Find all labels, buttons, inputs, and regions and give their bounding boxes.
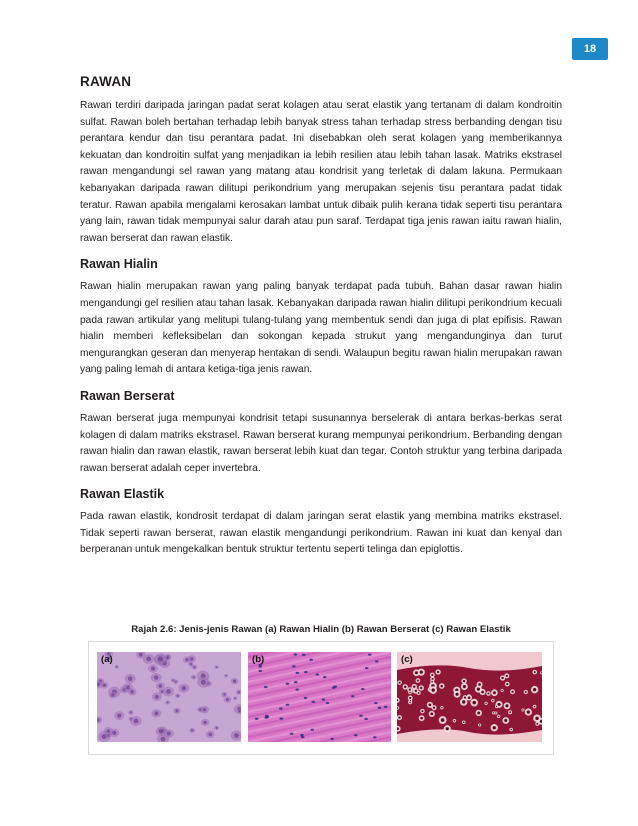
chondrocyte-mark — [437, 671, 439, 673]
chondrocyte-mark — [431, 681, 433, 683]
chondrocyte-mark — [128, 676, 132, 680]
nucleus-mark — [304, 697, 308, 699]
section-text-hialin: Rawan hialin merupakan rawan yang paling banyak terdapat pada tubuh. Bahan dasar rawan hialin mengandungi gel resilien atau tahan lasak. Kebanyakan daripada rawan hialin dilitupi perikondrium kecuali pada rawan artikular yang melitupi tulang-tulang yang membentuk sendi dan juga di plat epifisis. Rawan hialin memberi kefleksibelan dan sokongan kepada strukut yang mengandunginya dan turut mengurangkan geseran dan menyerap hentakan di sendi. Walaupun begitu rawan hialin merupakan rawan yang paling lemah di antara ketiga-tiga jenis rawan. — [80, 281, 562, 376]
chondrocyte-mark — [182, 686, 186, 690]
nucleus-mark — [292, 665, 296, 667]
chondrocyte-mark — [409, 697, 411, 699]
chondrocyte-mark — [409, 689, 411, 691]
chondrocyte-mark — [495, 712, 496, 713]
chondrocyte-mark — [139, 653, 143, 657]
chondrocyte-mark — [492, 700, 494, 702]
chondrocyte-mark — [536, 723, 538, 725]
page-number-badge: 18 — [572, 38, 608, 60]
nucleus-mark — [311, 729, 315, 731]
chondrocyte-mark — [533, 688, 536, 691]
panel-label-a: (a) — [101, 654, 113, 665]
elastic-cartilage-image — [397, 652, 542, 742]
nucleus-mark — [296, 672, 300, 674]
chondrocyte-mark — [158, 656, 163, 661]
chondrocyte-mark — [501, 677, 503, 679]
chondrocyte-mark — [159, 684, 163, 688]
chondrocyte-mark — [431, 674, 433, 676]
chondrocyte-mark — [534, 706, 536, 708]
chondrocyte-mark — [418, 692, 420, 694]
chondrocyte-mark — [431, 688, 434, 691]
chondrocyte-mark — [172, 680, 174, 682]
chondrocyte-mark — [177, 695, 179, 697]
chondrocyte-mark — [441, 718, 445, 722]
nucleus-mark — [333, 685, 337, 687]
chondrocyte-mark — [193, 676, 195, 678]
chondrocyte-mark — [201, 680, 206, 685]
chondrocyte-mark — [159, 729, 163, 733]
chondrocyte-mark — [510, 729, 512, 731]
nucleus-mark — [368, 654, 372, 656]
nucleus-mark — [301, 736, 305, 738]
chondrocyte-mark — [417, 679, 419, 681]
chondrocyte-mark — [420, 671, 423, 674]
chondrocyte-mark — [225, 675, 227, 677]
nucleus-mark — [279, 717, 283, 719]
chondrocyte-mark — [421, 710, 423, 712]
chondrocyte-mark — [161, 737, 166, 742]
chondrocyte-mark — [478, 683, 481, 686]
chondrocyte-mark — [413, 685, 415, 687]
chondrocyte-mark — [463, 721, 465, 723]
chondrocyte-mark — [154, 711, 158, 715]
chondrocyte-mark — [161, 690, 164, 693]
fibrocartilage-image — [248, 652, 391, 742]
chondrocyte-mark — [185, 658, 188, 661]
document-body — [80, 74, 562, 565]
chondrocyte-mark — [223, 693, 225, 695]
hyaline-micrograph — [97, 652, 241, 742]
nucleus-mark — [302, 654, 306, 656]
nucleus-mark — [264, 686, 268, 688]
nucleus-mark — [259, 670, 263, 672]
section-text-berserat: Rawan berserat juga mempunyai kondrisit tetapi susunannya berselerak di antara berkas-berkas serat kolagen di dalam matriks ekstrasel. Rawan berserat kurang mempunyai perikondrium. Berbanding dengan rawan hialin dan rawan elastik, rawan berserat lebih kuat dan tegar. Contoh struktur yang terbina daripada rawan berserat adalah ceper invertebra. — [80, 412, 562, 474]
chondrocyte-mark — [534, 671, 536, 673]
chondrocyte-mark — [506, 675, 508, 677]
nucleus-mark — [373, 736, 377, 738]
chondrocyte-mark — [496, 706, 497, 707]
chondrocyte-mark — [472, 701, 475, 704]
chondrocyte-mark — [409, 692, 411, 694]
chondrocyte-mark — [493, 726, 496, 729]
chondrocyte-mark — [134, 719, 139, 724]
chondrocyte-mark — [193, 666, 195, 668]
nucleus-mark — [375, 660, 379, 662]
section-text-elastik: Pada rawan elastik, kondrosit terdapat di dalam jaringan serat elastik yang membina matriks ekstrasel. Tidak seperti rawan berserat, rawan elastik mengandungi perikondrium. Rawan ini kuat dan kenyal dan berperanan untuk mengekalkan bentuk struktur tertentu seperti telinga dan epiglottis. — [80, 511, 562, 556]
chondrocyte-mark — [199, 708, 202, 711]
chondrocyte-mark — [468, 696, 471, 699]
chondrocyte-mark — [167, 732, 171, 736]
chondrocyte-mark — [535, 717, 538, 720]
nucleus-mark — [311, 701, 315, 703]
nucleus-mark — [255, 718, 259, 720]
chondrocyte-mark — [112, 731, 116, 735]
chondrocyte-mark — [420, 687, 422, 689]
chondrocyte-mark — [167, 701, 169, 703]
chondrocyte-mark — [493, 712, 494, 713]
nucleus-mark — [365, 667, 369, 669]
chondrocyte-mark — [498, 716, 500, 718]
chondrocyte-mark — [116, 666, 118, 668]
chondrocyte-mark — [454, 720, 456, 722]
chondrocyte-mark — [130, 711, 132, 713]
nucleus-mark — [304, 671, 308, 673]
chondrocyte-mark — [415, 690, 417, 692]
chondrocyte-mark — [463, 685, 466, 688]
nucleus-mark — [378, 707, 382, 709]
chondrocyte-mark — [103, 684, 106, 687]
chondrocyte-mark — [463, 680, 465, 682]
nucleus-mark — [330, 738, 334, 740]
chondrocyte-mark — [190, 663, 192, 665]
nucleus-mark — [316, 673, 320, 675]
chondrocyte-mark — [477, 688, 480, 691]
chondrocyte-mark — [203, 721, 206, 724]
nucleus-mark — [293, 653, 297, 655]
nucleus-mark — [384, 706, 388, 708]
nucleus-mark — [286, 683, 290, 685]
chondrocyte-mark — [175, 709, 178, 712]
chondrocyte-mark — [126, 685, 130, 689]
section-heading-elastik: Rawan Elastik — [80, 487, 165, 502]
chondrocyte-mark — [493, 691, 496, 694]
chondrocyte-mark — [404, 686, 406, 688]
chondrocyte-mark — [441, 685, 444, 688]
chondrocyte-mark — [509, 711, 511, 713]
nucleus-mark — [294, 681, 298, 683]
fibro-micrograph — [248, 652, 391, 742]
nucleus-mark — [361, 688, 365, 690]
hyaline-cartilage-image — [97, 652, 241, 742]
section-heading-hialin: Rawan Hialin — [80, 257, 158, 272]
chondrocyte-mark — [155, 695, 159, 699]
chondrocyte-mark — [479, 724, 480, 725]
chondrocyte-mark — [505, 704, 508, 707]
figure-caption: Rajah 2.6: Jenis-jenis Rawan (a) Rawan Hialin (b) Rawan Berserat (c) Rawan Elastik — [131, 624, 511, 635]
chondrocyte-mark — [238, 691, 240, 693]
chondrocyte-mark — [506, 683, 508, 685]
chondrocyte-mark — [485, 703, 486, 704]
nucleus-mark — [323, 676, 327, 678]
nucleus-mark — [258, 666, 262, 668]
chondrocyte-mark — [239, 710, 241, 712]
chondrocyte-mark — [154, 675, 158, 679]
chondrocyte-mark — [501, 690, 502, 691]
panel-label-b: (b) — [252, 654, 265, 665]
chondrocyte-mark — [455, 693, 458, 696]
chondrocyte-mark — [175, 681, 177, 683]
chondrocyte-mark — [234, 697, 236, 699]
nucleus-mark — [286, 704, 290, 706]
chondrocyte-mark — [226, 698, 229, 701]
nucleus-mark — [295, 688, 299, 690]
nucleus-mark — [265, 715, 269, 717]
chondrocyte-mark — [504, 719, 507, 722]
intro-paragraph: Rawan terdiri daripada jaringan padat serat kolagen atau serat elastik yang tertanam di dalam kondroitin sulfat. Rawan boleh bertahan terhadap lebih banyak stress tahan terhadap stress berbanding dengan tisu perantara kendur dan tisu perantara padat. Ini disebabkan oleh serat kolagen yang memberikannya kekuatan dan kondroitin sulfat yang menjadikan ia lebih resilien atau lebih tahan lasak. Matriks ekstrasel rawan mengandungi sel rawan yang matang atau kondrisit yang terletak di dalam lakuna. Permukaan kebanyakan daripada rawan dilitupi perikondrium yang merupakan sejenis tisu perantara padat tidak teratur. Rawan apabila mengalami kerosakan lambat untuk dibaik pulih kerana tidak seperti tisu perantara yang lain, rawan tidak mempunyai salur darah atau pun saraf. Terdapat tiga jenis rawan iaitu rawan hialin, rawan berserat dan rawan elastik. — [80, 100, 562, 244]
chondrocyte-mark — [433, 707, 435, 709]
nucleus-mark — [326, 702, 330, 704]
chondrocyte-mark — [441, 707, 442, 708]
chondrocyte-mark — [497, 703, 500, 706]
nucleus-mark — [364, 718, 368, 720]
chondrocyte-mark — [216, 727, 218, 729]
nucleus-mark — [374, 702, 378, 704]
chondrocyte-mark — [525, 691, 527, 693]
panel-label-c: (c) — [401, 654, 413, 665]
chondrocyte-mark — [146, 657, 151, 662]
chondrocyte-mark — [462, 700, 465, 703]
chondrocyte-mark — [481, 691, 484, 694]
chondrocyte-mark — [522, 709, 523, 710]
chondrocyte-mark — [410, 700, 411, 701]
nucleus-mark — [322, 698, 326, 700]
chondrocyte-mark — [151, 667, 155, 671]
chondrocyte-mark — [527, 710, 530, 713]
chondrocyte-mark — [399, 682, 401, 684]
nucleus-mark — [290, 733, 294, 735]
nucleus-mark — [354, 734, 358, 736]
nucleus-mark — [351, 695, 355, 697]
chondrocyte-mark — [420, 717, 423, 720]
chondrocyte-mark — [166, 689, 171, 694]
chondrocyte-mark — [233, 680, 236, 683]
chondrocyte-mark — [191, 729, 193, 731]
chondrocyte-mark — [111, 693, 114, 696]
chondrocyte-mark — [511, 691, 513, 693]
chondrocyte-mark — [216, 666, 218, 668]
chondrocyte-mark — [430, 713, 433, 716]
chondrocyte-mark — [117, 714, 121, 718]
chondrocyte-mark — [464, 696, 466, 698]
nucleus-mark — [309, 659, 313, 661]
section-heading-berserat: Rawan Berserat — [80, 388, 175, 403]
chondrocyte-mark — [398, 716, 400, 718]
chondrocyte-mark — [429, 703, 432, 706]
chondrocyte-mark — [415, 671, 418, 674]
page-title: RAWAN — [80, 74, 132, 89]
chondrocyte-mark — [477, 711, 480, 714]
chondrocyte-mark — [487, 692, 489, 694]
nucleus-mark — [279, 707, 283, 709]
chondrocyte-mark — [107, 734, 109, 736]
nucleus-mark — [359, 715, 363, 717]
elastic-micrograph — [397, 652, 542, 742]
chondrocyte-mark — [446, 727, 449, 730]
nucleus-mark — [300, 734, 304, 736]
chondrocyte-mark — [209, 733, 213, 737]
chondrocyte-mark — [234, 733, 239, 738]
